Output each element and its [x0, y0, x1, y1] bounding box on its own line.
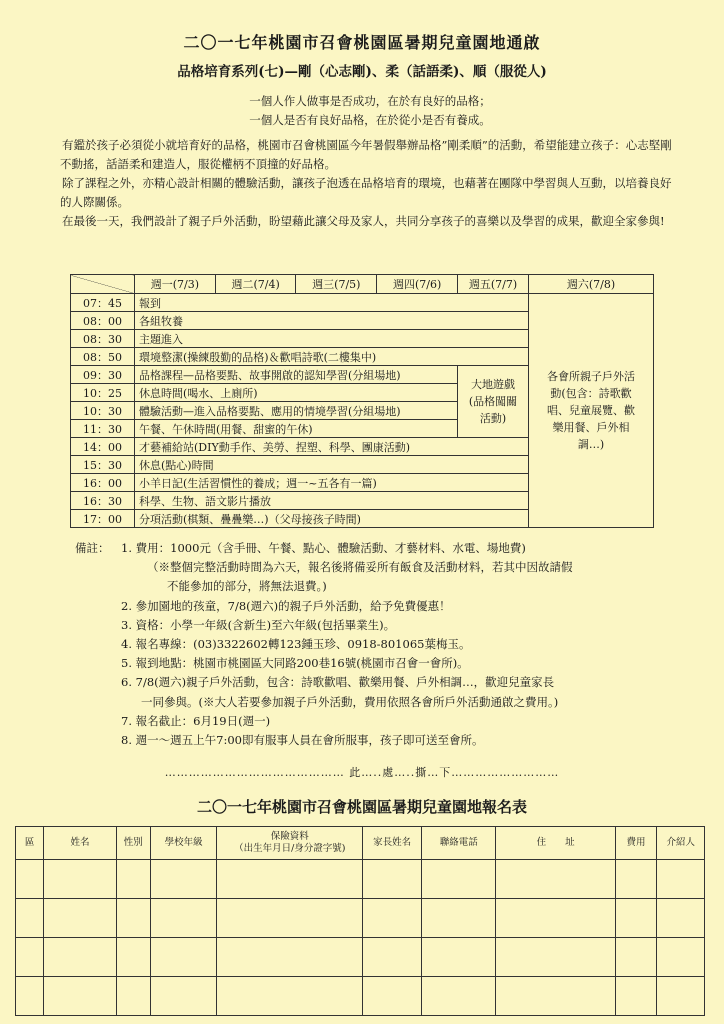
activity-cell: 休息(點心)時間: [135, 456, 529, 474]
note-text: 5. 報到地點：桃園市桃園區大同路200巷16號(桃園市召會一會所)。: [121, 656, 469, 671]
form-row[interactable]: [16, 938, 705, 977]
activity-cell: 午餐、午休時間(用餐、甜蜜的午休): [135, 420, 458, 438]
time-cell: 16：30: [71, 492, 135, 510]
day-header: 週二(7/4): [215, 275, 296, 294]
activity-cell: 分項活動(棋類、疊疊樂…)（父母接孩子時間): [135, 510, 529, 528]
form-title: 二〇一七年桃園市召會桃園區暑期兒童園地報名表: [196, 798, 527, 816]
note-text: 6. 7/8(週六)親子戶外活動，包含：詩歌歡唱、歡樂用餐、戶外相調…，歡迎兒童家長: [121, 675, 555, 690]
activity-cell: 休息時間(喝水、上廁所): [135, 384, 458, 402]
note-sub: 不能參加的部分，將無法退費。): [167, 579, 327, 594]
time-cell: 17：00: [71, 510, 135, 528]
activity-cell: 科學、生物、語文影片播放: [135, 492, 529, 510]
motto-line: 一個人是否有良好品格，在於從小是否有養成。: [249, 113, 491, 127]
col-gender: 性別: [116, 827, 150, 860]
col-phone: 聯絡電話: [422, 827, 496, 860]
intro-paragraphs: [60, 136, 680, 231]
notes-label: 備註：: [75, 541, 110, 555]
intro-paragraph: 除了課程之外，亦精心設計相關的體驗活動，讓孩子泡透在品格培育的環境，也藉著在團隊中學習與人互動，以培養良好的人際關係。: [60, 176, 672, 209]
col-insurance-label: 保險資料: [270, 831, 309, 842]
col-parent-name: 家長姓名: [363, 827, 422, 860]
notes: [75, 539, 695, 750]
time-cell: 10：30: [71, 402, 135, 420]
activity-cell: 才藝補給站(DIY動手作、美勞、捏塑、科學、團康活動): [135, 438, 529, 456]
page-subtitle: 品格培育系列(七)—剛（心志剛)、柔（話語柔)、順（服從人): [177, 64, 547, 80]
time-cell: 09：30: [71, 366, 135, 384]
activity-cell: 主題進入: [135, 330, 529, 348]
intro-paragraph: 在最後一天，我們設計了親子戶外活動，盼望藉此讓父母及家人，共同分享孩子的喜樂以及學習的成果，歡迎全家參與!: [62, 214, 665, 228]
activity-cell: 環境整潔(操練殷勤的品格)＆歡唱詩歌(二樓集中): [135, 348, 529, 366]
time-cell: 08：30: [71, 330, 135, 348]
note-text: 2. 參加園地的孩童，7/8(週六)的親子戶外活動，給予免費優惠！: [121, 598, 451, 613]
registration-form-table: [15, 826, 705, 1016]
col-referrer: 介紹人: [657, 827, 705, 860]
note-text: 3. 資格：小學一年級(含新生)至六年級(包括畢業生)。: [121, 617, 396, 632]
note-text: 7. 報名截止：6月19日(週一): [121, 713, 271, 728]
schedule-table: [70, 274, 654, 528]
day-header: 週五(7/7): [458, 275, 529, 294]
note-text: 4. 報名專線：(03)3322602轉123鍾玉珍、0918-801065葉梅玉。: [121, 637, 471, 652]
activity-cell: 體驗活動—進入品格要點、應用的情境學習(分組場地): [135, 402, 458, 420]
schedule-row: [71, 294, 654, 312]
time-cell: 10：25: [71, 384, 135, 402]
day-header: 週三(7/5): [296, 275, 377, 294]
schedule-header-row: [71, 275, 654, 294]
tear-line: ……………………………………… 此…..處…..撕…下………………………: [164, 766, 560, 779]
day-header: 週一(7/3): [135, 275, 216, 294]
time-cell: 07：45: [71, 294, 135, 312]
form-header-row: [16, 827, 705, 860]
time-cell: 08：00: [71, 312, 135, 330]
note-sub: 一同參與。(※大人若要參加親子戶外活動，費用依照各會所戶外活動通啟之費用。): [141, 694, 559, 709]
day-header: 週四(7/6): [377, 275, 458, 294]
time-cell: 11：30: [71, 420, 135, 438]
col-district: 區: [16, 827, 44, 860]
note-item: [75, 539, 695, 558]
col-insurance: [217, 827, 363, 860]
activity-cell: 各組牧養: [135, 312, 529, 330]
col-address: 住 址: [496, 827, 615, 860]
note-sub: （※整個完整活動時間為六天，報名後將備妥所有飯食及活動材料，若其中因故請假: [147, 560, 573, 575]
form-row[interactable]: [16, 977, 705, 1016]
time-cell: 08：50: [71, 348, 135, 366]
col-fee: 費用: [615, 827, 657, 860]
col-school-grade: 學校年級: [150, 827, 217, 860]
note-text: 8. 週一～週五上午7:00即有服事人員在會所服事，孩子即可送至會所。: [121, 733, 484, 748]
motto: [60, 92, 680, 130]
intro-paragraph: 有鑑於孩子必須從小就培育好的品格，桃園市召會桃園區今年暑假舉辦品格”剛柔順”的活動，希望能建立孩子：心志堅剛不動搖，話語柔和建造人，服從權柄不頂撞的好品格。: [60, 138, 672, 171]
col-insurance-sub: （出生年月日/身分證字號): [234, 843, 346, 854]
page-title: 二〇一七年桃園市召會桃園區暑期兒童園地通啟: [183, 33, 541, 52]
time-cell: 15：30: [71, 456, 135, 474]
activity-cell: 小羊日記(生活習慣性的養成；週一~五各有一篇): [135, 474, 529, 492]
activity-cell: 報到: [135, 294, 529, 312]
form-row[interactable]: [16, 899, 705, 938]
corner-cell: [71, 275, 135, 294]
motto-line: 一個人作人做事是否成功，在於有良好的品格；: [249, 94, 491, 108]
col-name: 姓名: [44, 827, 116, 860]
note-text: 1. 費用：1000元（含手冊、午餐、點心、體驗活動、才藝材料、水電、場地費): [121, 541, 526, 555]
day-header: 週六(7/8): [529, 275, 654, 294]
form-row[interactable]: [16, 860, 705, 899]
time-cell: 16：00: [71, 474, 135, 492]
saturday-cell: 各會所親子戶外活動(包含：詩歌歡唱、兒童展覽、歡樂用餐、戶外相調…): [529, 294, 654, 528]
activity-cell: 品格課程—品格要點、故事開啟的認知學習(分組場地): [135, 366, 458, 384]
friday-cell: 大地遊戲(品格闖關活動): [458, 366, 529, 438]
time-cell: 14：00: [71, 438, 135, 456]
